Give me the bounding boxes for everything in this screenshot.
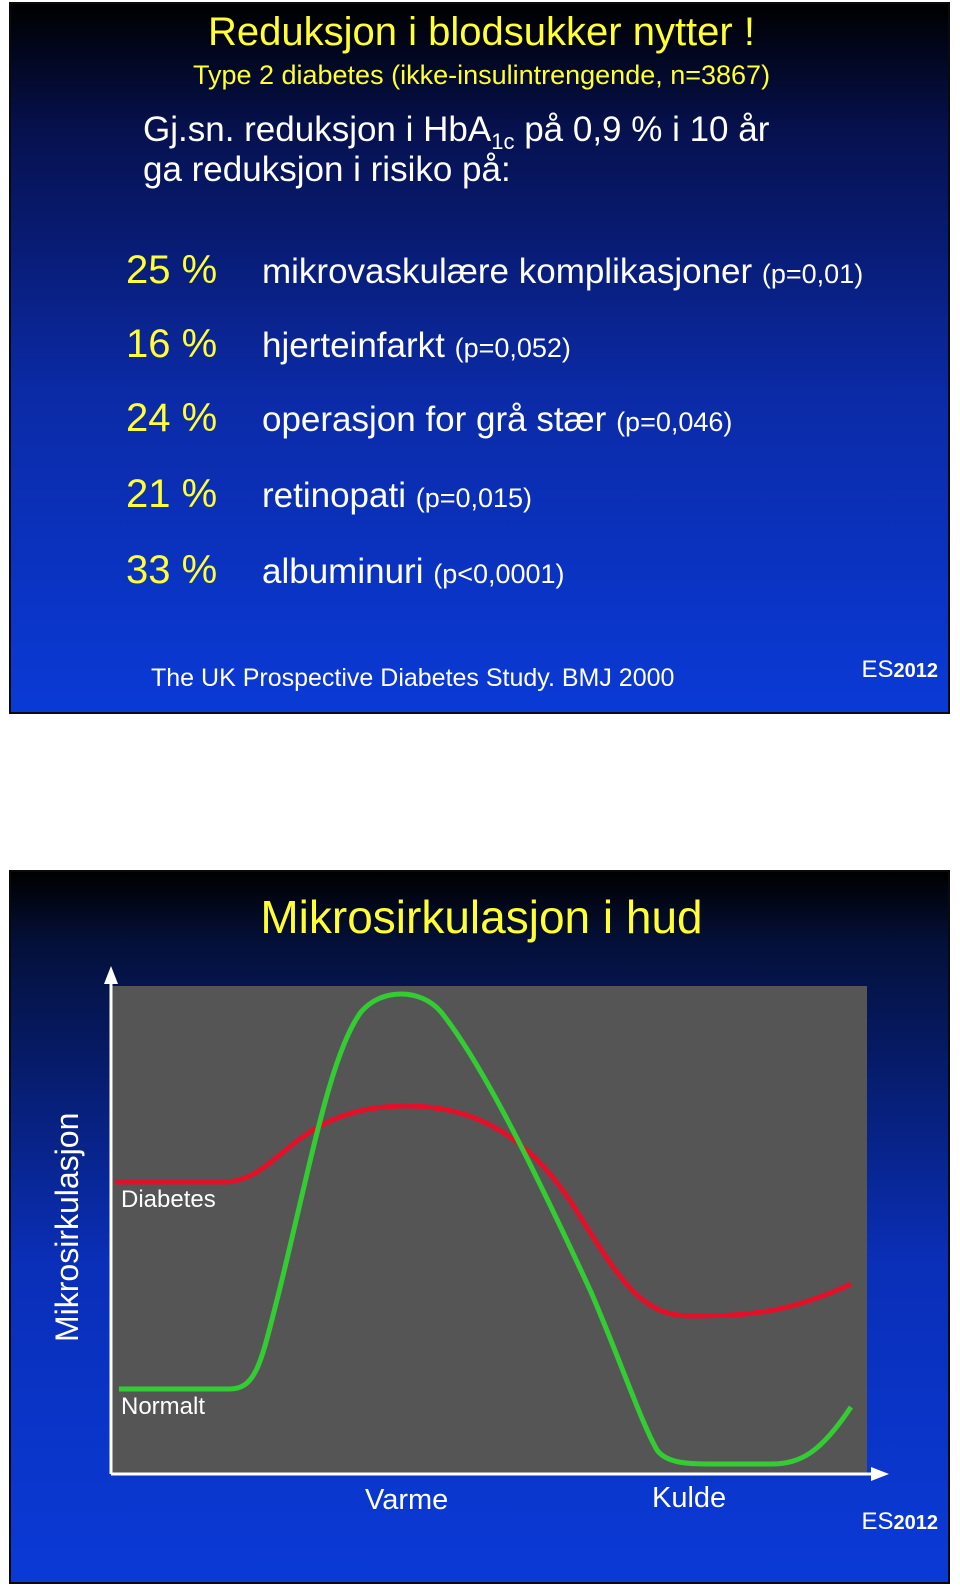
risk-item <box>262 400 732 440</box>
es-badge-prefix: ES <box>861 656 894 683</box>
p-value: (p=0,052) <box>454 333 571 363</box>
es-badge <box>861 656 938 684</box>
plot-area <box>111 986 867 1474</box>
p-value: (p<0,0001) <box>433 559 565 589</box>
intro-text-a: Gj.sn. reduksjon i HbA <box>143 110 492 149</box>
series-label-normalt: Normalt <box>121 1393 206 1420</box>
risk-item <box>262 326 571 366</box>
series-label-diabetes: Diabetes <box>121 1186 216 1213</box>
risk-text: albuminuri <box>262 552 434 591</box>
slide-title: Reduksjon i blodsukker nytter ! <box>208 10 755 54</box>
y-axis-arrow <box>104 966 118 984</box>
chart-title: Mikrosirkulasjon i hud <box>260 891 703 943</box>
intro-line-1 <box>143 110 769 155</box>
risk-percent: 24 % <box>126 396 218 440</box>
risk-text: operasjon for grå stær <box>262 400 617 439</box>
microcirculation-chart <box>11 872 948 1582</box>
risk-text: mikrovaskulære komplikasjoner <box>262 252 762 291</box>
slide-blood-sugar <box>9 2 950 714</box>
risk-item <box>262 252 863 292</box>
es-badge-year: 2012 <box>893 660 938 682</box>
slide-microcirculation <box>9 870 950 1584</box>
es-badge-year: 2012 <box>893 1512 938 1534</box>
p-value: (p=0,015) <box>415 483 533 513</box>
reference: The UK Prospective Diabetes Study. BMJ 2000 <box>151 664 675 692</box>
p-value: (p=0,046) <box>616 407 733 437</box>
x-tick-label-varme: Varme <box>365 1484 449 1516</box>
intro-subscript: 1c <box>491 129 515 154</box>
risk-percent: 33 % <box>126 548 218 592</box>
risk-text: hjerteinfarkt <box>262 326 455 365</box>
x-axis-arrow <box>871 1467 889 1481</box>
intro-line-2: ga reduksjon i risiko på: <box>143 150 511 189</box>
y-axis-label: Mikrosirkulasjon <box>49 1112 85 1342</box>
risk-text: retinopati <box>262 476 416 515</box>
risk-percent: 21 % <box>126 472 218 516</box>
es-badge-prefix: ES <box>861 1508 894 1535</box>
x-tick-label-kulde: Kulde <box>652 1482 727 1514</box>
risk-percent: 16 % <box>126 322 218 366</box>
slide-subtitle: Type 2 diabetes (ikke-insulintrengende, n=3867) <box>192 60 771 90</box>
risk-percent: 25 % <box>126 248 218 292</box>
p-value: (p=0,01) <box>761 259 864 289</box>
risk-item <box>262 552 565 592</box>
intro-text-b: på 0,9 % i 10 år <box>514 110 770 149</box>
risk-item <box>262 476 532 516</box>
es-badge <box>861 1508 938 1536</box>
